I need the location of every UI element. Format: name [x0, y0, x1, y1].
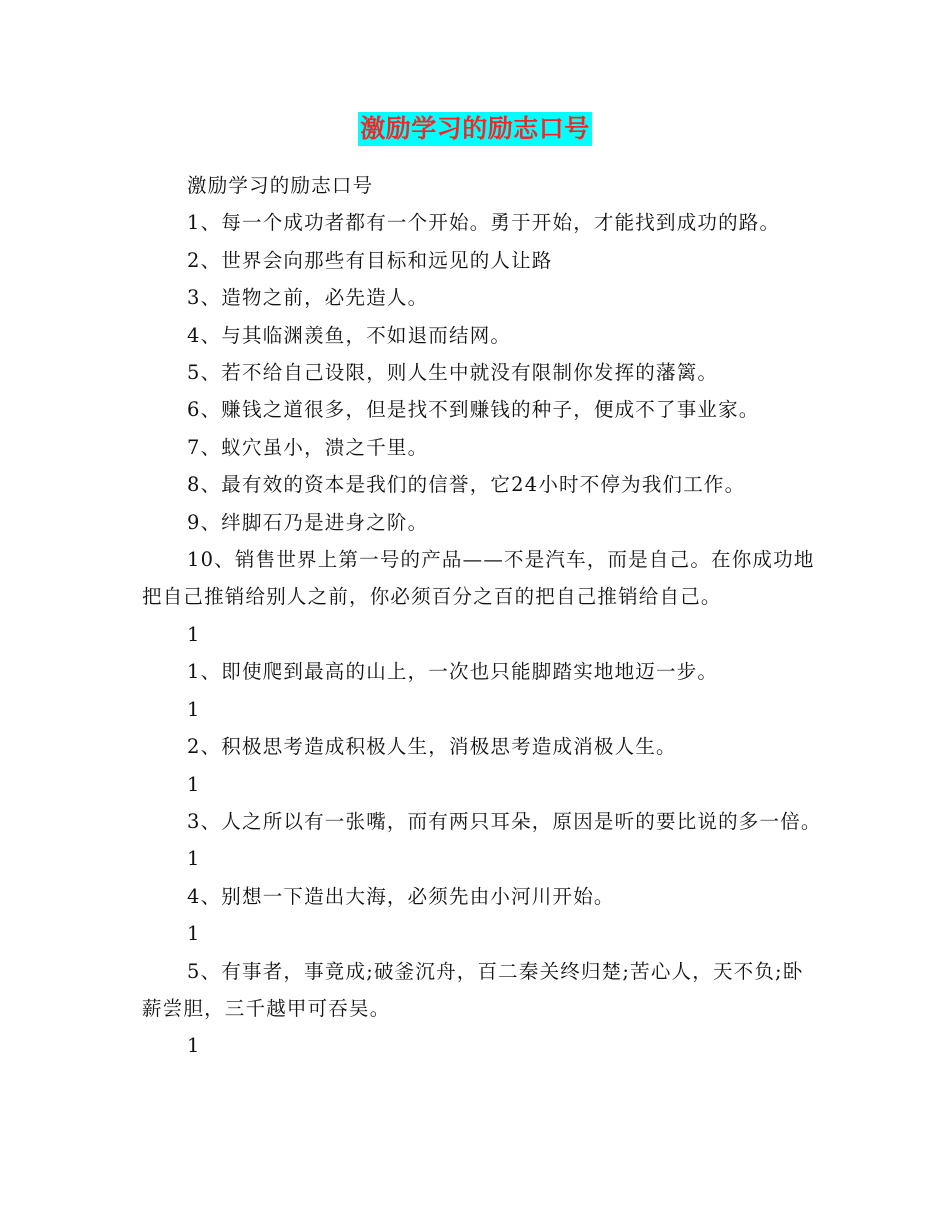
- slogan-item-8: 8、最有效的资本是我们的信誉，它24小时不停为我们工作。: [187, 473, 746, 497]
- slogan-item-2: 2、世界会向那些有目标和远见的人让路: [187, 248, 553, 272]
- slogan-item-b1: 1、即使爬到最高的山上，一次也只能脚踏实地地迈一步。: [187, 660, 719, 684]
- slogan-item-9: 9、绊脚石乃是进身之阶。: [187, 510, 429, 534]
- slogan-item-b5: 5、有事者，事竟成;破釜沉舟，百二秦关终归楚;苦心人，天不负;卧薪尝胆，三千越甲可吞吴。: [142, 959, 804, 1020]
- slogan-item-5: 5、若不给自己设限，则人生中就没有限制你发挥的藩篱。: [187, 361, 719, 385]
- document-title: 激励学习的励志口号: [358, 112, 592, 146]
- slogan-item-10: 10、销售世界上第一号的产品——不是汽车，而是自己。在你成功地把自己推销给别人之前，你必须百分之百的把自己推销给自己。: [142, 548, 815, 609]
- slogan-item-b2: 2、积极思考造成积极人生，消极思考造成消极人生。: [187, 735, 677, 759]
- title-wrap: [0, 112, 950, 146]
- section-marker: 1: [187, 772, 201, 796]
- section-marker: 1: [187, 697, 201, 721]
- slogan-item-3: 3、造物之前，必先造人。: [187, 286, 429, 310]
- section-marker: 1: [187, 1034, 201, 1058]
- paragraph-heading: 激励学习的励志口号: [187, 174, 374, 197]
- slogan-item-6: 6、赚钱之道很多，但是找不到赚钱的种子，便成不了事业家。: [187, 398, 760, 422]
- slogan-item-1: 1、每一个成功者都有一个开始。勇于开始，才能找到成功的路。: [187, 211, 781, 235]
- document-body: [142, 167, 822, 1065]
- section-marker: 1: [187, 622, 201, 646]
- section-marker: 1: [187, 847, 201, 871]
- slogan-item-b4: 4、别想一下造出大海，必须先由小河川开始。: [187, 884, 615, 908]
- section-marker: 1: [187, 922, 201, 946]
- slogan-item-4: 4、与其临渊羡鱼，不如退而结网。: [187, 323, 512, 347]
- slogan-item-b3: 3、人之所以有一张嘴，而有两只耳朵，原因是听的要比说的多一倍。: [187, 809, 822, 833]
- slogan-item-7: 7、蚁穴虽小，溃之千里。: [187, 435, 429, 459]
